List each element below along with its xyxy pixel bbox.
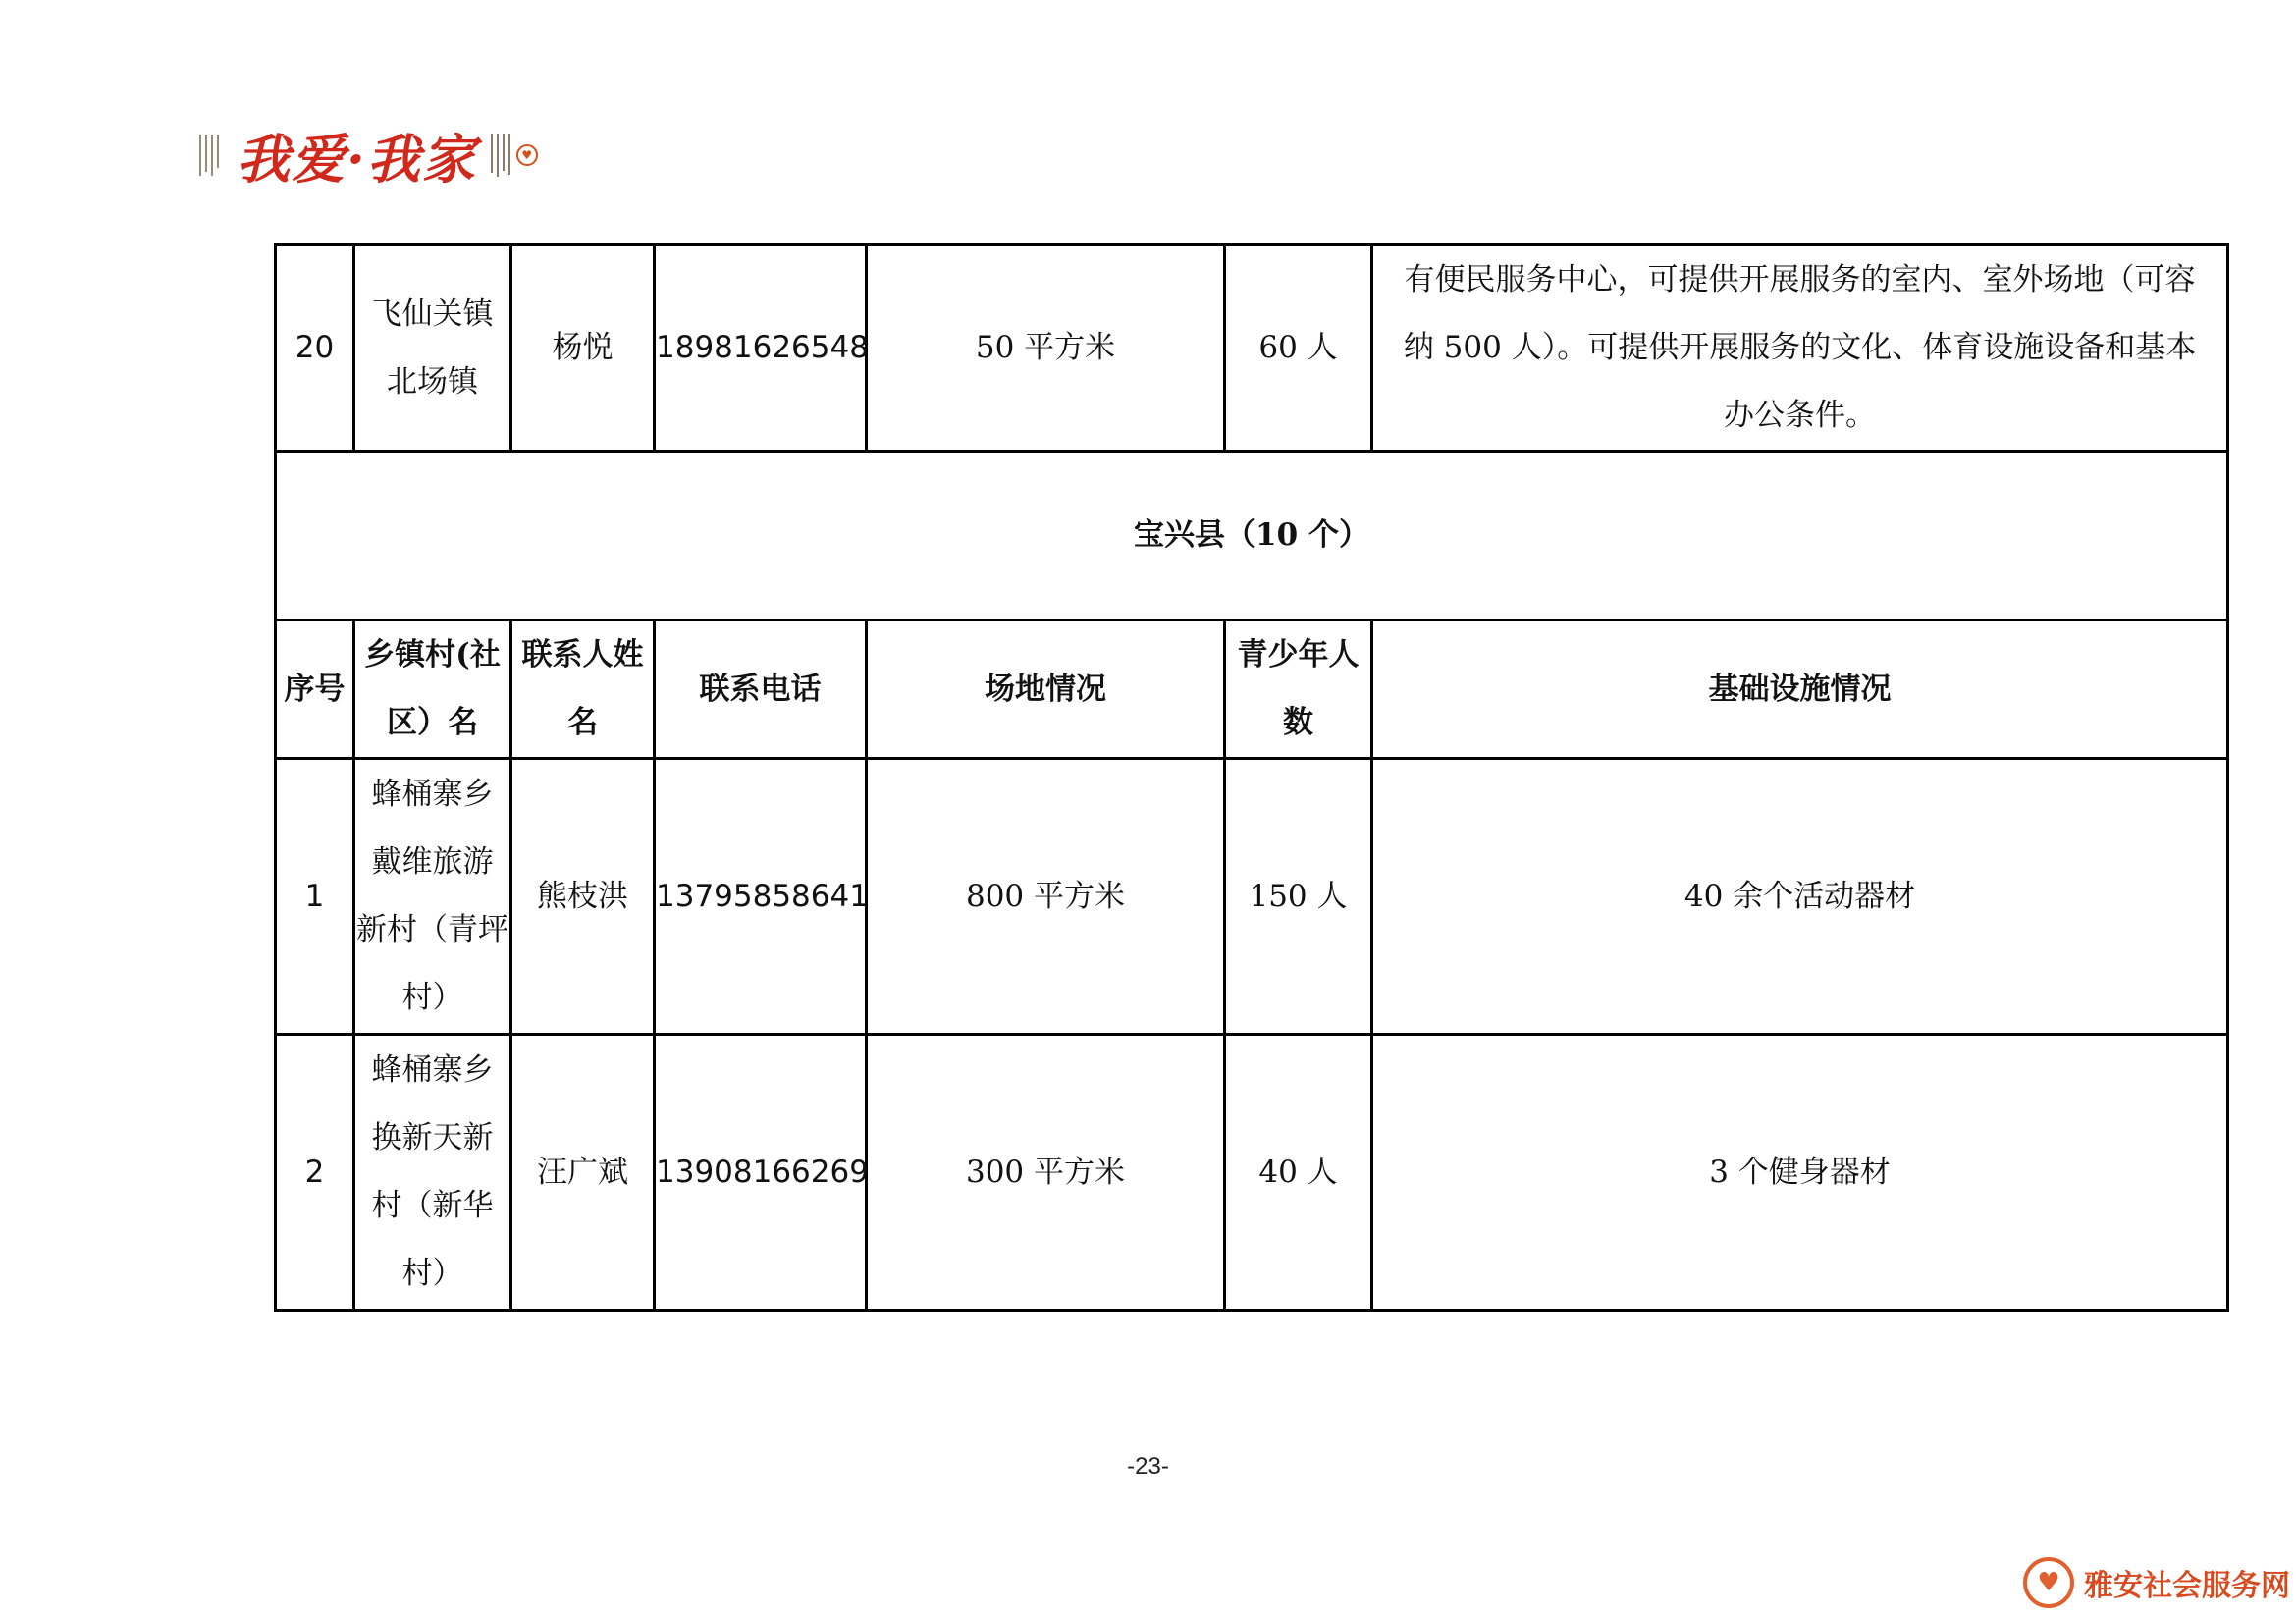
- facility-line: 办公条件。: [1724, 398, 1876, 433]
- section-title: 宝兴县（10 个）: [276, 452, 2228, 620]
- logo-vertical-text-left: [199, 135, 219, 176]
- heart-circle-icon: ♥: [2023, 1557, 2074, 1608]
- cell-phone: 13795858641: [655, 759, 867, 1035]
- cell-phone: 13908166269: [655, 1035, 867, 1311]
- town-line: 戴维旅游: [371, 844, 494, 880]
- cell-facility: 40 余个活动器材: [1372, 759, 2228, 1035]
- col-header-phone: 联系电话: [655, 620, 867, 759]
- cell-youth: 150 人: [1225, 759, 1372, 1035]
- town-line: 蜂桶寨乡: [371, 1052, 494, 1088]
- logo-heart-icon: ♥: [516, 144, 538, 166]
- col-header-facility: 基础设施情况: [1372, 620, 2228, 759]
- cell-facility: 3 个健身器材: [1372, 1035, 2228, 1311]
- cell-town: [354, 759, 511, 1035]
- cell-town: [354, 1035, 511, 1311]
- header-line: 区）名: [387, 705, 478, 740]
- cell-no: 20: [276, 245, 354, 452]
- table-row: [276, 245, 2228, 452]
- header-logo: [199, 116, 538, 194]
- watermark-text: 雅安社会服务网: [2084, 1569, 2290, 1603]
- facility-line: 纳 500 人）。可提供开展服务的文化、体育设施设备和基本: [1403, 330, 2197, 365]
- table-row: [276, 1035, 2228, 1311]
- cell-contact: 熊枝洪: [511, 759, 655, 1035]
- cell-youth: 60 人: [1225, 245, 1372, 452]
- header-line: 数: [1283, 705, 1313, 740]
- header-line: 名: [567, 705, 598, 740]
- town-line: 村）: [401, 1256, 463, 1291]
- cell-town: [354, 245, 511, 452]
- facility-line: 有便民服务中心，可提供开展服务的室内、室外场地（可容: [1404, 262, 2196, 297]
- cell-facility: [1372, 245, 2228, 452]
- cell-venue: 50 平方米: [867, 245, 1225, 452]
- section-row: [276, 452, 2228, 620]
- cell-venue: 800 平方米: [867, 759, 1225, 1035]
- town-line: 飞仙关镇: [371, 296, 494, 332]
- col-header-no: 序号: [276, 620, 354, 759]
- cell-youth: 40 人: [1225, 1035, 1372, 1311]
- logo-vertical-text-right: [491, 134, 510, 177]
- page-number: -23-: [1127, 1453, 1169, 1480]
- col-header-youth: [1225, 620, 1372, 759]
- header-line: 青少年人: [1237, 637, 1360, 673]
- table-row: [276, 759, 2228, 1035]
- town-line: 换新天新: [371, 1120, 494, 1156]
- town-line: 村（新华: [371, 1188, 494, 1223]
- col-header-contact: [511, 620, 655, 759]
- cell-contact: 汪广斌: [511, 1035, 655, 1311]
- header-row: [276, 620, 2228, 759]
- cell-no: 2: [276, 1035, 354, 1311]
- cell-phone: 18981626548: [655, 245, 867, 452]
- town-line: 新村（青坪: [356, 912, 508, 947]
- col-header-venue: 场地情况: [867, 620, 1225, 759]
- logo-title: 我爱·我家: [237, 127, 477, 190]
- town-line: 北场镇: [387, 363, 478, 400]
- venue-table: [274, 243, 2229, 1312]
- col-header-town: [354, 620, 511, 759]
- town-line: 蜂桶寨乡: [371, 777, 494, 812]
- cell-no: 1: [276, 759, 354, 1035]
- site-watermark: [2023, 1557, 2290, 1608]
- town-line: 村）: [401, 980, 463, 1015]
- header-line: 联系人姓: [521, 637, 644, 673]
- header-line: 乡镇村(社: [364, 637, 501, 673]
- cell-contact: 杨悦: [511, 245, 655, 452]
- cell-venue: 300 平方米: [867, 1035, 1225, 1311]
